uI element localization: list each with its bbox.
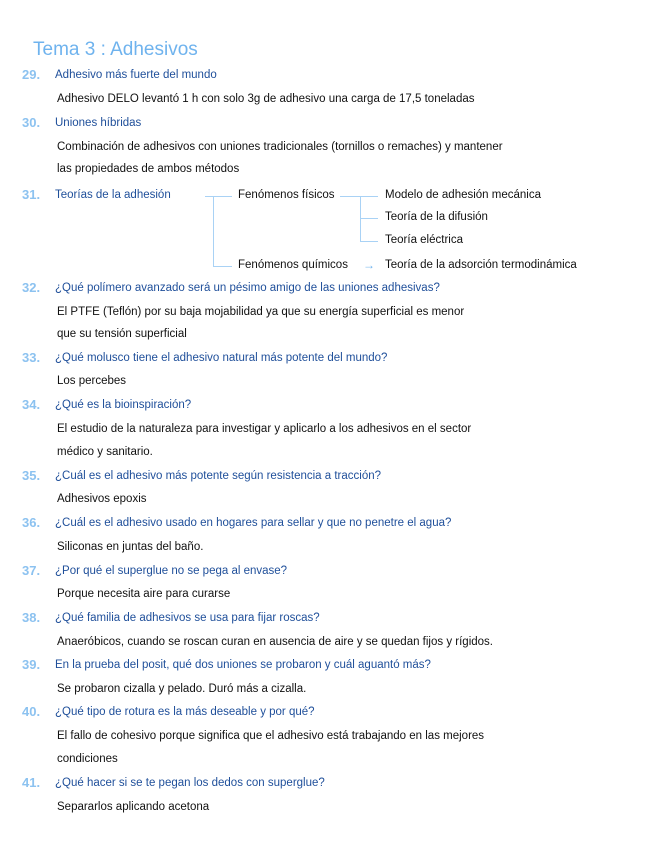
question-number: 41.	[22, 775, 41, 790]
question-number: 37.	[22, 563, 41, 578]
question-number: 31.	[22, 187, 41, 202]
answer-line: Siliconas en juntas del baño.	[57, 541, 204, 553]
tree-physical: Fenómenos físicos	[238, 189, 335, 201]
question-text: ¿Qué molusco tiene el adhesivo natural más potente del mundo?	[55, 352, 388, 364]
question-text: ¿Qué polímero avanzado será un pésimo amigo de las uniones adhesivas?	[55, 282, 440, 294]
question-text: ¿Qué tipo de rotura es la más deseable y por qué?	[55, 706, 315, 718]
answer-line: las propiedades de ambos métodos	[57, 163, 240, 175]
tree-physical-item: Modelo de adhesión mecánica	[385, 189, 541, 201]
tree-line	[360, 196, 361, 242]
answer-line: El fallo de cohesivo porque significa que el adhesivo está trabajando en las mejores	[57, 730, 485, 742]
answer-line: Separarlos aplicando acetona	[57, 801, 210, 813]
question-number: 29.	[22, 67, 41, 82]
question-text: ¿Qué hacer si se te pegan los dedos con superglue?	[55, 777, 325, 789]
question-text: ¿Cuál es el adhesivo más potente según resistencia a tracción?	[55, 470, 382, 482]
answer-line: médico y sanitario.	[57, 446, 153, 458]
question-text: ¿Cuál es el adhesivo usado en hogares para sellar y que no penetre el agua?	[55, 517, 452, 529]
question-number: 33.	[22, 350, 41, 365]
arrow-icon: →	[363, 258, 375, 272]
tree-line	[213, 196, 214, 267]
question-text: Uniones híbridas	[55, 117, 142, 129]
question-text: ¿Qué familia de adhesivos se usa para fijar roscas?	[55, 612, 320, 624]
question-text: En la prueba del posit, qué dos uniones se probaron y cuál aguantó más?	[55, 659, 431, 671]
tree-physical-item: Teoría eléctrica	[385, 234, 463, 246]
question-number: 39.	[22, 657, 41, 672]
answer-line: Anaeróbicos, cuando se roscan curan en ausencia de aire y se quedan fijos y rígidos.	[57, 636, 493, 648]
tree-physical-item: Teoría de la difusión	[385, 211, 488, 223]
answer-line: El estudio de la naturaleza para investigar y aplicarlo a los adhesivos en el sector	[57, 423, 472, 435]
question-number: 30.	[22, 115, 41, 130]
answer-line: que su tensión superficial	[57, 328, 187, 340]
tree-line	[213, 266, 232, 267]
answer-line: El PTFE (Teflón) por su baja mojabilidad ya que su energía superficial es menor	[57, 306, 465, 318]
answer-line: Los percebes	[57, 375, 127, 387]
tree-line	[360, 241, 378, 242]
question-number: 35.	[22, 468, 41, 483]
page-title: Tema 3 : Adhesivos	[33, 39, 198, 60]
question-text: ¿Por qué el superglue no se pega al envase?	[55, 565, 288, 577]
tree-line	[205, 196, 232, 197]
tree-chemical: Fenómenos químicos	[238, 259, 348, 271]
answer-line: Se probaron cizalla y pelado. Duró más a cizalla.	[57, 683, 307, 695]
question-number: 38.	[22, 610, 41, 625]
question-number: 34.	[22, 397, 41, 412]
tree-line	[360, 218, 378, 219]
answer-line: Porque necesita aire para curarse	[57, 588, 231, 600]
question-text: ¿Qué es la bioinspiración?	[55, 399, 192, 411]
question-text: Adhesivo más fuerte del mundo	[55, 69, 217, 81]
tree-chemical-item: Teoría de la adsorción termodinámica	[385, 259, 577, 271]
question-number: 36.	[22, 515, 41, 530]
answer-line: Adhesivos epoxis	[57, 493, 147, 505]
question-number: 32.	[22, 280, 41, 295]
question-text: Teorías de la adhesión	[55, 189, 171, 201]
question-number: 40.	[22, 704, 41, 719]
answer-line: Combinación de adhesivos con uniones tradicionales (tornillos o remaches) y mantener	[57, 141, 503, 153]
answer-line: Adhesivo DELO levantó 1 h con solo 3g de adhesivo una carga de 17,5 toneladas	[57, 93, 475, 105]
tree-line	[340, 196, 378, 197]
answer-line: condiciones	[57, 753, 118, 765]
